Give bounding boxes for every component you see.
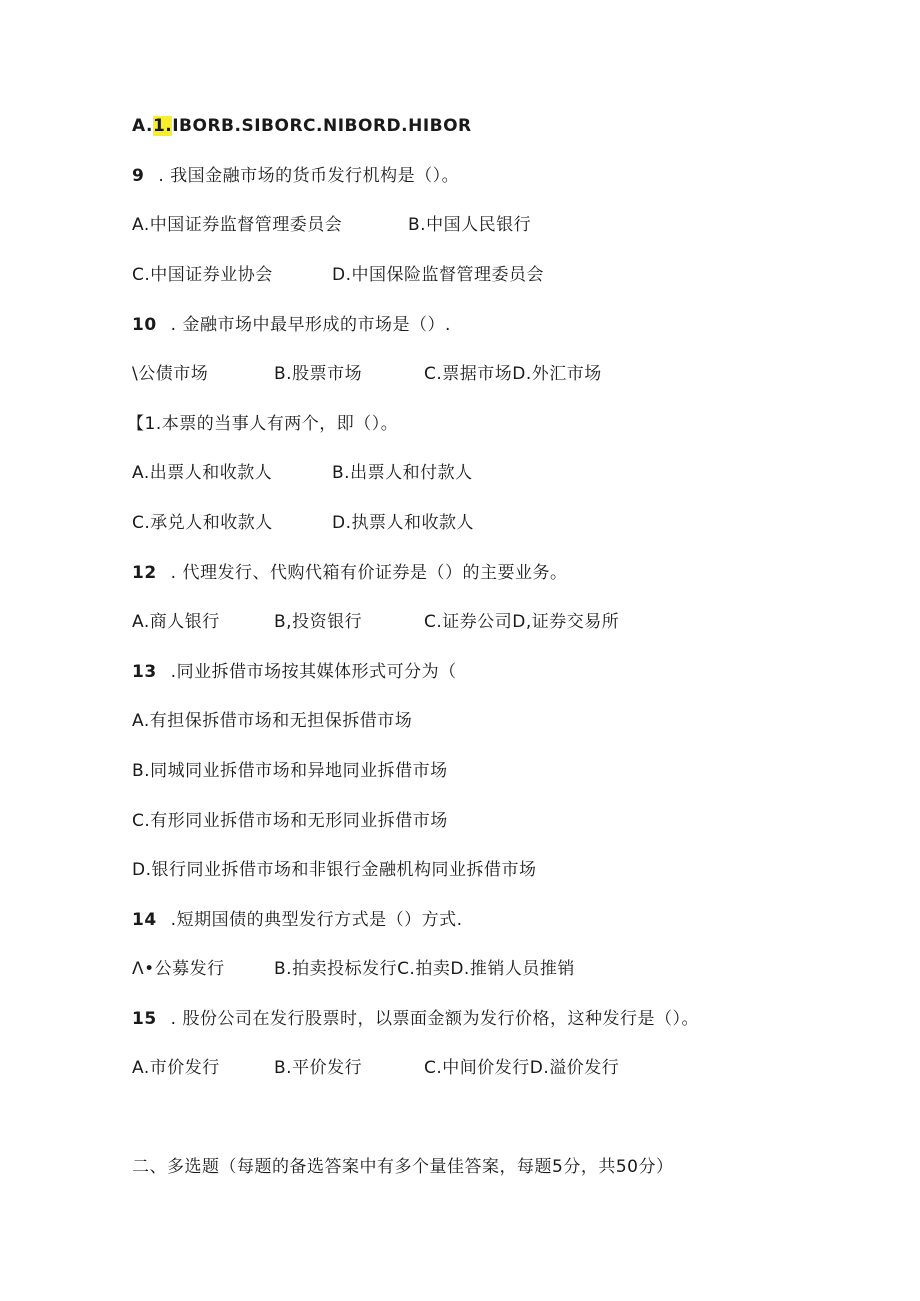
q10-text: . 金融市场中最早形成的市场是（）. bbox=[170, 315, 451, 335]
q11-option-c: C.承兑人和收款人 bbox=[132, 513, 273, 533]
q8-rest: IBORB.SIBORC.NIBORD.HIBOR bbox=[172, 116, 472, 136]
q12-option-cd: C.证券公司D,证券交易所 bbox=[424, 612, 620, 632]
q14-text: .短期国债的典型发行方式是（）方式. bbox=[170, 910, 463, 930]
q12-option-b: B,投资银行 bbox=[274, 612, 363, 632]
q11-option-a: A.出票人和收款人 bbox=[132, 463, 273, 483]
q10-option-b: B.股票市场 bbox=[274, 364, 363, 384]
q13-question bbox=[132, 660, 457, 684]
q13-option-d: D.银行同业拆借市场和非银行金融机构同业拆借市场 bbox=[132, 860, 537, 880]
q10-question bbox=[132, 313, 451, 337]
q11-question bbox=[127, 412, 398, 436]
q9-question bbox=[132, 164, 459, 188]
q15-option-a: A.市价发行 bbox=[132, 1058, 220, 1078]
q14-question bbox=[132, 908, 462, 932]
q15-option-b: B.平价发行 bbox=[274, 1058, 363, 1078]
q8-options bbox=[132, 114, 472, 138]
q13-number: 13 bbox=[132, 662, 157, 682]
q11-options-row2 bbox=[132, 511, 652, 535]
q10-options bbox=[132, 362, 692, 386]
q9-option-c: C.中国证券业协会 bbox=[132, 265, 273, 285]
q15-question bbox=[132, 1007, 699, 1031]
q14-option-bcd: B.拍卖投标发行C.拍卖D.推销人员推销 bbox=[274, 959, 575, 979]
q12-number: 12 bbox=[132, 563, 157, 583]
q14-options bbox=[132, 957, 692, 981]
q11-text: 【1.本票的当事人有两个，即（）。 bbox=[127, 414, 399, 434]
q9-options-row2 bbox=[132, 263, 652, 287]
q9-option-a: A.中国证券监督管理委员会 bbox=[132, 215, 343, 235]
q13-option-a: A.有担保拆借市场和无担保拆借市场 bbox=[132, 711, 413, 731]
q12-options bbox=[132, 610, 692, 634]
q9-number: 9 bbox=[132, 166, 145, 186]
q14-option-a: Λ•公募发行 bbox=[132, 959, 225, 979]
q8-highlight: 1. bbox=[152, 116, 173, 136]
q8-prefix: A. bbox=[132, 116, 153, 136]
section2-heading: 二、多选题（每题的备选答案中有多个量佳答案，每题5分，共50分） bbox=[132, 1157, 674, 1177]
q12-text: . 代理发行、代购代箱有价证券是（）的主要业务。 bbox=[170, 563, 568, 583]
q13-option-b: B.同城同业拆借市场和异地同业拆借市场 bbox=[132, 761, 448, 781]
q13-option-c: C.有形同业拆借市场和无形同业拆借市场 bbox=[132, 811, 448, 831]
q10-option-a: \公债市场 bbox=[132, 364, 209, 384]
q10-option-cd: C.票据市场D.外汇市场 bbox=[424, 364, 602, 384]
q9-text: . 我国金融市场的货币发行机构是（）。 bbox=[158, 166, 460, 186]
q15-option-cd: C.中间价发行D.溢价发行 bbox=[424, 1058, 620, 1078]
q15-number: 15 bbox=[132, 1009, 157, 1029]
q10-number: 10 bbox=[132, 315, 157, 335]
q9-option-d: D.中国保险监督管理委员会 bbox=[332, 265, 544, 285]
q9-option-b: B.中国人民银行 bbox=[408, 215, 532, 235]
q9-options-row1 bbox=[132, 213, 652, 237]
q11-option-d: D.执票人和收款人 bbox=[332, 513, 474, 533]
q14-number: 14 bbox=[132, 910, 157, 930]
q11-options-row1 bbox=[132, 461, 652, 485]
q11-option-b: B.出票人和付款人 bbox=[332, 463, 473, 483]
q12-question bbox=[132, 561, 567, 585]
q15-options bbox=[132, 1056, 692, 1080]
q12-option-a: A.商人银行 bbox=[132, 612, 220, 632]
q15-text: . 股份公司在发行股票时，以票面金额为发行价格，这种发行是（）。 bbox=[170, 1009, 699, 1029]
q13-text: .同业拆借市场按其媒体形式可分为（ bbox=[170, 662, 457, 682]
